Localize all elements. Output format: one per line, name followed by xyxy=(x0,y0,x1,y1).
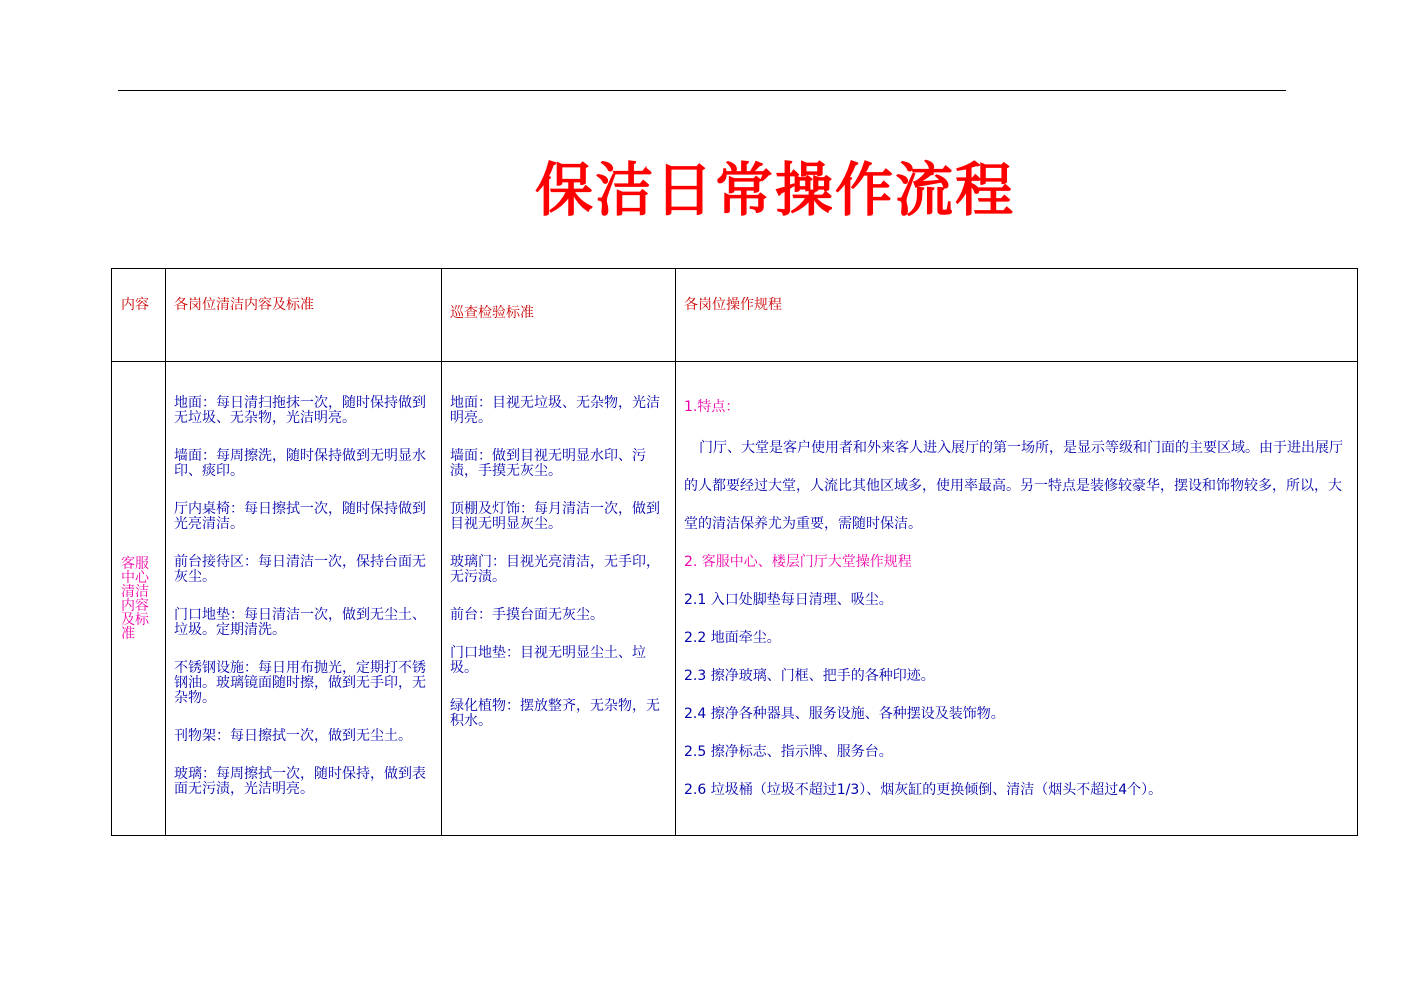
header-procedures: 各岗位操作规程 xyxy=(676,269,1358,362)
procedure-table xyxy=(111,268,1358,836)
inspection-standards-list xyxy=(450,396,669,729)
cleaning-standards-cell xyxy=(166,362,442,836)
header-inspection-standards: 巡查检验标准 xyxy=(442,269,676,362)
list-item: 不锈钢设施：每日用布抛光，定期打不锈钢油。玻璃镜面随时擦，做到无手印，无杂物。 xyxy=(174,660,426,706)
list-item: 厅内桌椅：每日擦拭一次，随时保持做到光亮清洁。 xyxy=(174,501,426,532)
list-item: 玻璃门：目视光亮清洁，无手印，无污渍。 xyxy=(450,554,660,585)
procedure-step: 2.3 擦净玻璃、门框、把手的各种印迹。 xyxy=(684,668,935,684)
list-item: 墙面：做到目视无明显水印、污渍，手摸无灰尘。 xyxy=(450,448,646,479)
procedure-step: 2.2 地面牵尘。 xyxy=(684,630,781,646)
header-cleaning-standards: 各岗位清洁内容及标准 xyxy=(166,269,442,362)
table-header-row xyxy=(112,269,1358,362)
list-item: 前台：手摸台面无灰尘。 xyxy=(450,607,604,623)
document-title: 保洁日常操作流程 xyxy=(534,156,1015,224)
list-item: 顶棚及灯饰：每月清洁一次，做到目视无明显灰尘。 xyxy=(450,501,660,532)
header-content: 内容 xyxy=(112,269,166,362)
procedure-step: 2.4 擦净各种器具、服务设施、各种摆设及装饰物。 xyxy=(684,706,1005,722)
inspection-standards-cell xyxy=(442,362,676,836)
list-item: 前台接待区：每日清洁一次，保持台面无灰尘。 xyxy=(174,554,426,585)
list-item: 门口地垫：每日清洁一次，做到无尘土、垃圾。定期清洗。 xyxy=(174,607,426,638)
procedure-section-heading: 2. 客服中心、楼层门厅大堂操作规程 xyxy=(684,554,912,570)
side-label-cell xyxy=(112,362,166,836)
procedure-step: 2.1 入口处脚垫每日清理、吸尘。 xyxy=(684,592,893,608)
list-item: 玻璃：每周擦拭一次，随时保持，做到表面无污渍，光洁明亮。 xyxy=(174,766,426,797)
procedures-cell xyxy=(676,362,1358,836)
features-paragraph: 门厅、大堂是客户使用者和外来客人进入展厅的第一场所，是显示等级和门面的主要区域。由于进出展厅的人都要经过大堂，人流比其他区域多，使用率最高。另一特点是装修较豪华，摆设和饰物较多，所以，大堂的清洁保养尤为重要，需随时保洁。 xyxy=(684,440,1343,532)
header-rule xyxy=(118,90,1286,91)
features-heading: 1.特点： xyxy=(684,399,740,415)
list-item: 地面：目视无垃圾、无杂物，光洁明亮。 xyxy=(450,395,660,426)
list-item: 地面：每日清扫拖抹一次，随时保持做到无垃圾、无杂物，光洁明亮。 xyxy=(174,395,426,426)
procedure-step: 2.6 垃圾桶（垃圾不超过1/3）、烟灰缸的更换倾倒、清洁（烟头不超过4个）。 xyxy=(684,782,1163,798)
list-item: 墙面：每周擦洗，随时保持做到无明显水印、痰印。 xyxy=(174,448,426,479)
list-item: 绿化植物：摆放整齐，无杂物，无积水。 xyxy=(450,698,660,729)
list-item: 刊物架：每日擦拭一次，做到无尘土。 xyxy=(174,728,412,744)
table-body-row xyxy=(112,362,1358,836)
list-item: 门口地垫：目视无明显尘土、垃圾。 xyxy=(450,645,646,676)
cleaning-standards-list xyxy=(174,396,435,797)
procedure-step: 2.5 擦净标志、指示牌、服务台。 xyxy=(684,744,893,760)
side-label: 客服中心清洁内容及标准 xyxy=(121,555,149,642)
